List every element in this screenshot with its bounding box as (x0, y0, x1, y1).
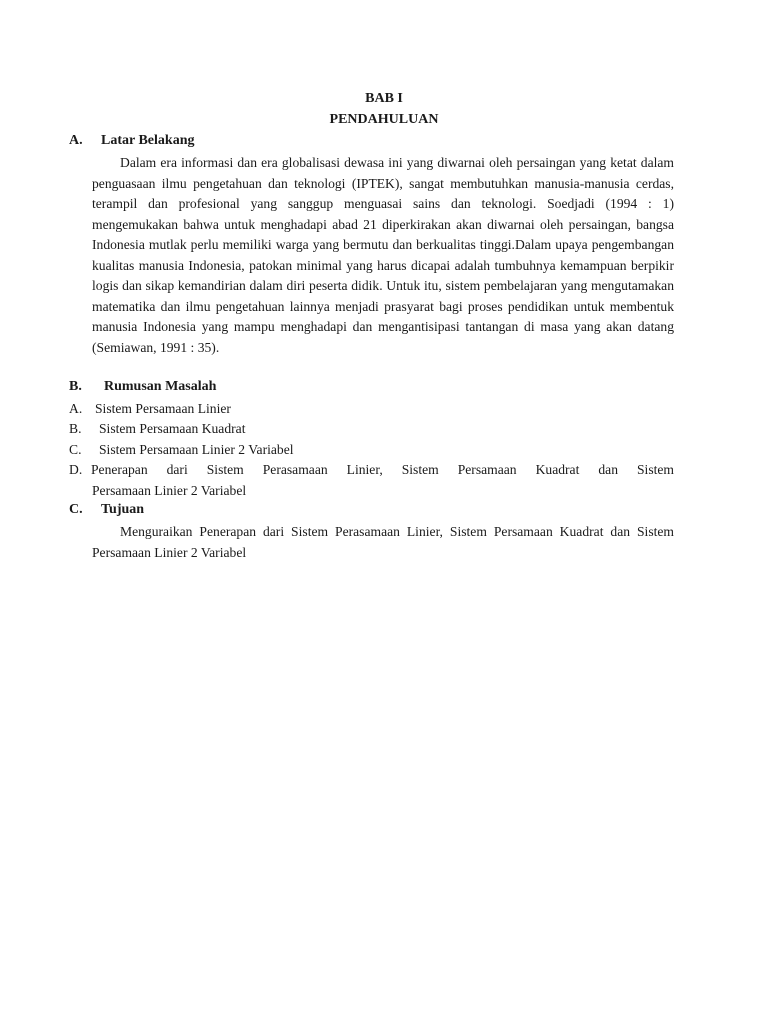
list-item-text: Sistem Persamaan Kuadrat (99, 421, 246, 436)
section-title: Rumusan Masalah (104, 379, 217, 394)
list-item (69, 419, 674, 440)
list-marker: C. (69, 442, 82, 457)
section-letter: B. (69, 379, 82, 394)
list-item-first-line (69, 460, 674, 481)
latar-belakang-paragraph: Dalam era informasi dan era globalisasi dewasa ini yang diwarnai oleh persaingan yang ketat dalam penguasaan ilmu pengetahuan dan teknologi (IPTEK), sangat membutuhkan manusia-manusia cerdas, terampil dan profesional yang sanggup menguasai sains dan teknologi. Soedjadi (1994 : 1) mengemukakan bahwa untuk menghadapi abad 21 diperkirakan akan diwarnai oleh persaingan, bangsa Indonesia mutlak perlu memiliki warga yang bermutu dan berkualitas tinggi.Dalam upaya pengembangan kualitas manusia Indonesia, patokan minimal yang harus dicapai adalah tumbuhnya kemampuan berpikir logis dan sikap kemandirian dalam diri peserta didik. Untuk itu, sistem pembelajaran yang mengutamakan matematika dan ilmu pengetahuan lainnya menjadi prasyarat bagi proses pendidikan untuk membentuk manusia Indonesia yang mampu menghadapi dan mengantisipasi tantangan di masa yang akan datang (Semiawan, 1991 : 35). (92, 155, 674, 355)
list-item (69, 399, 674, 420)
list-item (69, 440, 674, 461)
chapter-title: PENDAHULUAN (329, 112, 439, 127)
section-heading-latar-belakang (69, 133, 194, 149)
section-letter: C. (69, 502, 83, 517)
list-item-continuation: Persamaan Linier 2 Variabel (92, 482, 247, 498)
tujuan-paragraph: Menguraikan Penerapan dari Sistem Perasamaan Linier, Sistem Persamaan Kuadrat dan Sistem Persamaan Linier 2 Variabel (92, 524, 674, 560)
section-heading-tujuan (69, 502, 144, 518)
list-item (69, 460, 674, 501)
section-letter: A. (69, 133, 83, 148)
list-marker: B. (69, 421, 82, 436)
list-item-text: Sistem Persamaan Linier 2 Variabel (99, 442, 294, 457)
list-item-text: Sistem Persamaan Linier (95, 401, 231, 416)
section-heading-rumusan-masalah (69, 379, 216, 395)
chapter-number: BAB I (365, 91, 403, 106)
list-marker: A. (69, 401, 83, 416)
list-item-text: Penerapan dari Sistem Perasamaan Linier, Sistem Persamaan Kuadrat dan Sistem (91, 462, 674, 477)
list-marker: D. (69, 462, 83, 477)
section-title: Tujuan (101, 502, 145, 517)
section-title: Latar Belakang (101, 133, 195, 148)
